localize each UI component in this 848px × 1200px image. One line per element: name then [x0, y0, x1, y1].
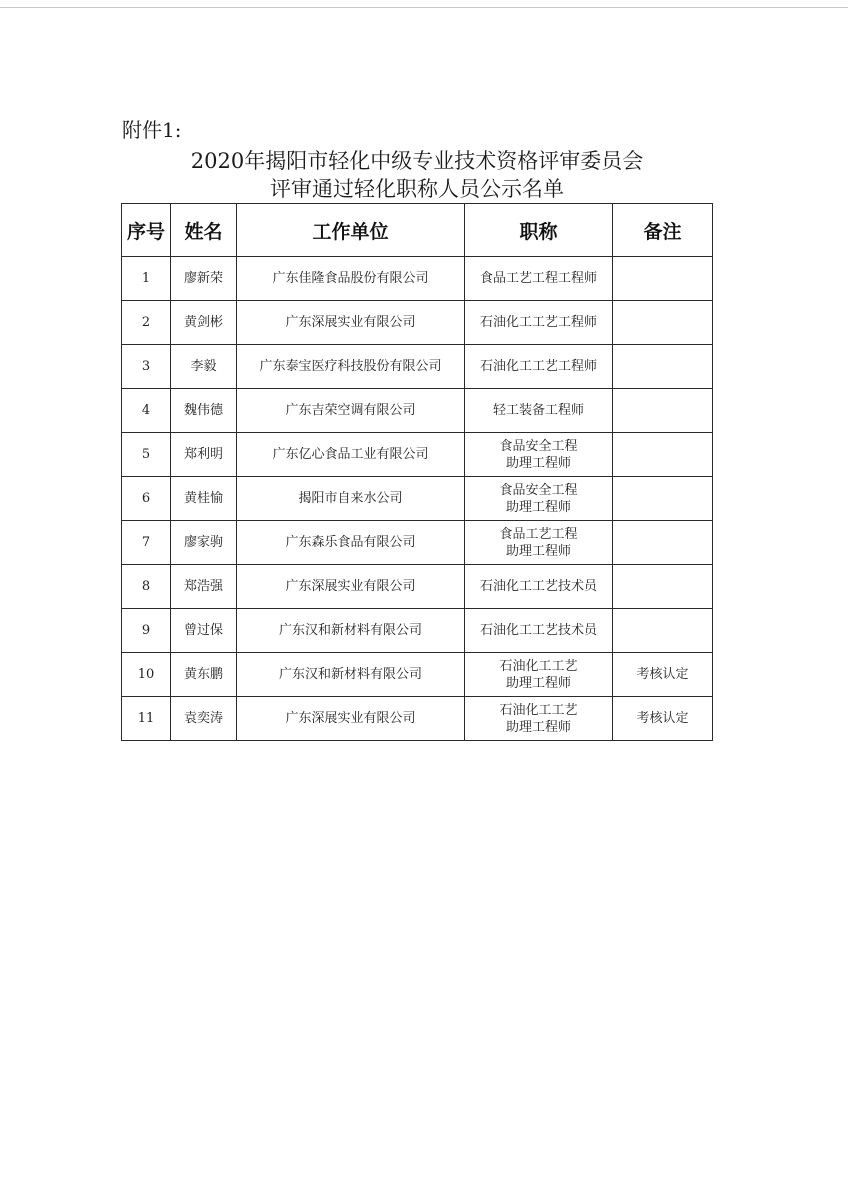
document-title-line2: 评审通过轻化职称人员公示名单 — [270, 177, 564, 201]
row-seq: 10 — [122, 653, 171, 697]
row-remarks — [613, 477, 713, 521]
row-company: 广东深展实业有限公司 — [237, 697, 465, 741]
row-remarks — [613, 345, 713, 389]
row-remarks: 考核认定 — [613, 653, 713, 697]
row-company: 广东佳隆食品股份有限公司 — [237, 257, 465, 301]
header-title: 职称 — [465, 204, 613, 257]
row-remarks — [613, 301, 713, 345]
table-row — [122, 653, 713, 697]
row-company: 揭阳市自来水公司 — [237, 477, 465, 521]
row-seq: 9 — [122, 609, 171, 653]
row-title: 食品工艺工程 助理工程师 — [465, 521, 613, 565]
row-title: 石油化工工艺工程师 — [465, 345, 613, 389]
row-company: 广东深展实业有限公司 — [237, 301, 465, 345]
attachment-label: 附件1: — [122, 118, 182, 142]
row-remarks — [613, 521, 713, 565]
row-seq: 4 — [122, 389, 171, 433]
table-row — [122, 521, 713, 565]
row-remarks — [613, 609, 713, 653]
row-remarks — [613, 565, 713, 609]
table-row — [122, 345, 713, 389]
row-title: 石油化工工艺 助理工程师 — [465, 697, 613, 741]
row-seq: 3 — [122, 345, 171, 389]
row-title: 食品安全工程 助理工程师 — [465, 477, 613, 521]
row-name: 魏伟德 — [171, 389, 237, 433]
row-company: 广东森乐食品有限公司 — [237, 521, 465, 565]
row-title: 石油化工工艺 助理工程师 — [465, 653, 613, 697]
row-remarks — [613, 433, 713, 477]
row-name: 黄桂愉 — [171, 477, 237, 521]
row-title: 石油化工工艺工程师 — [465, 301, 613, 345]
row-seq: 2 — [122, 301, 171, 345]
row-company: 广东汉和新材料有限公司 — [237, 609, 465, 653]
row-name: 郑浩强 — [171, 565, 237, 609]
row-seq: 1 — [122, 257, 171, 301]
roster-table-header — [122, 204, 713, 257]
row-title: 食品工艺工程工程师 — [465, 257, 613, 301]
row-seq: 8 — [122, 565, 171, 609]
row-name: 曾过保 — [171, 609, 237, 653]
header-remarks: 备注 — [613, 204, 713, 257]
row-title: 轻工装备工程师 — [465, 389, 613, 433]
header-company: 工作单位 — [237, 204, 465, 257]
header-row — [122, 204, 713, 257]
row-company: 广东深展实业有限公司 — [237, 565, 465, 609]
row-company: 广东吉荣空调有限公司 — [237, 389, 465, 433]
table-row — [122, 477, 713, 521]
roster-table-body — [122, 257, 713, 741]
row-remarks — [613, 389, 713, 433]
row-name: 黄剑彬 — [171, 301, 237, 345]
row-title: 食品安全工程 助理工程师 — [465, 433, 613, 477]
row-name: 袁奕涛 — [171, 697, 237, 741]
table-row — [122, 301, 713, 345]
table-row — [122, 697, 713, 741]
row-title: 石油化工工艺技术员 — [465, 609, 613, 653]
row-seq: 6 — [122, 477, 171, 521]
row-company: 广东亿心食品工业有限公司 — [237, 433, 465, 477]
row-company: 广东泰宝医疗科技股份有限公司 — [237, 345, 465, 389]
row-name: 廖家驹 — [171, 521, 237, 565]
table-row — [122, 389, 713, 433]
row-remarks — [613, 257, 713, 301]
row-seq: 7 — [122, 521, 171, 565]
table-row — [122, 565, 713, 609]
table-row — [122, 609, 713, 653]
row-seq: 11 — [122, 697, 171, 741]
row-name: 郑利明 — [171, 433, 237, 477]
table-row — [122, 433, 713, 477]
table-row — [122, 257, 713, 301]
page-top-rule — [0, 7, 848, 8]
row-company: 广东汉和新材料有限公司 — [237, 653, 465, 697]
header-name: 姓名 — [171, 204, 237, 257]
row-seq: 5 — [122, 433, 171, 477]
roster-table — [121, 203, 713, 741]
document-title-line1: 2020年揭阳市轻化中级专业技术资格评审委员会 — [190, 149, 644, 173]
header-seq: 序号 — [122, 204, 171, 257]
row-name: 廖新荣 — [171, 257, 237, 301]
row-title: 石油化工工艺技术员 — [465, 565, 613, 609]
row-remarks: 考核认定 — [613, 697, 713, 741]
row-name: 李毅 — [171, 345, 237, 389]
row-name: 黄东鹏 — [171, 653, 237, 697]
